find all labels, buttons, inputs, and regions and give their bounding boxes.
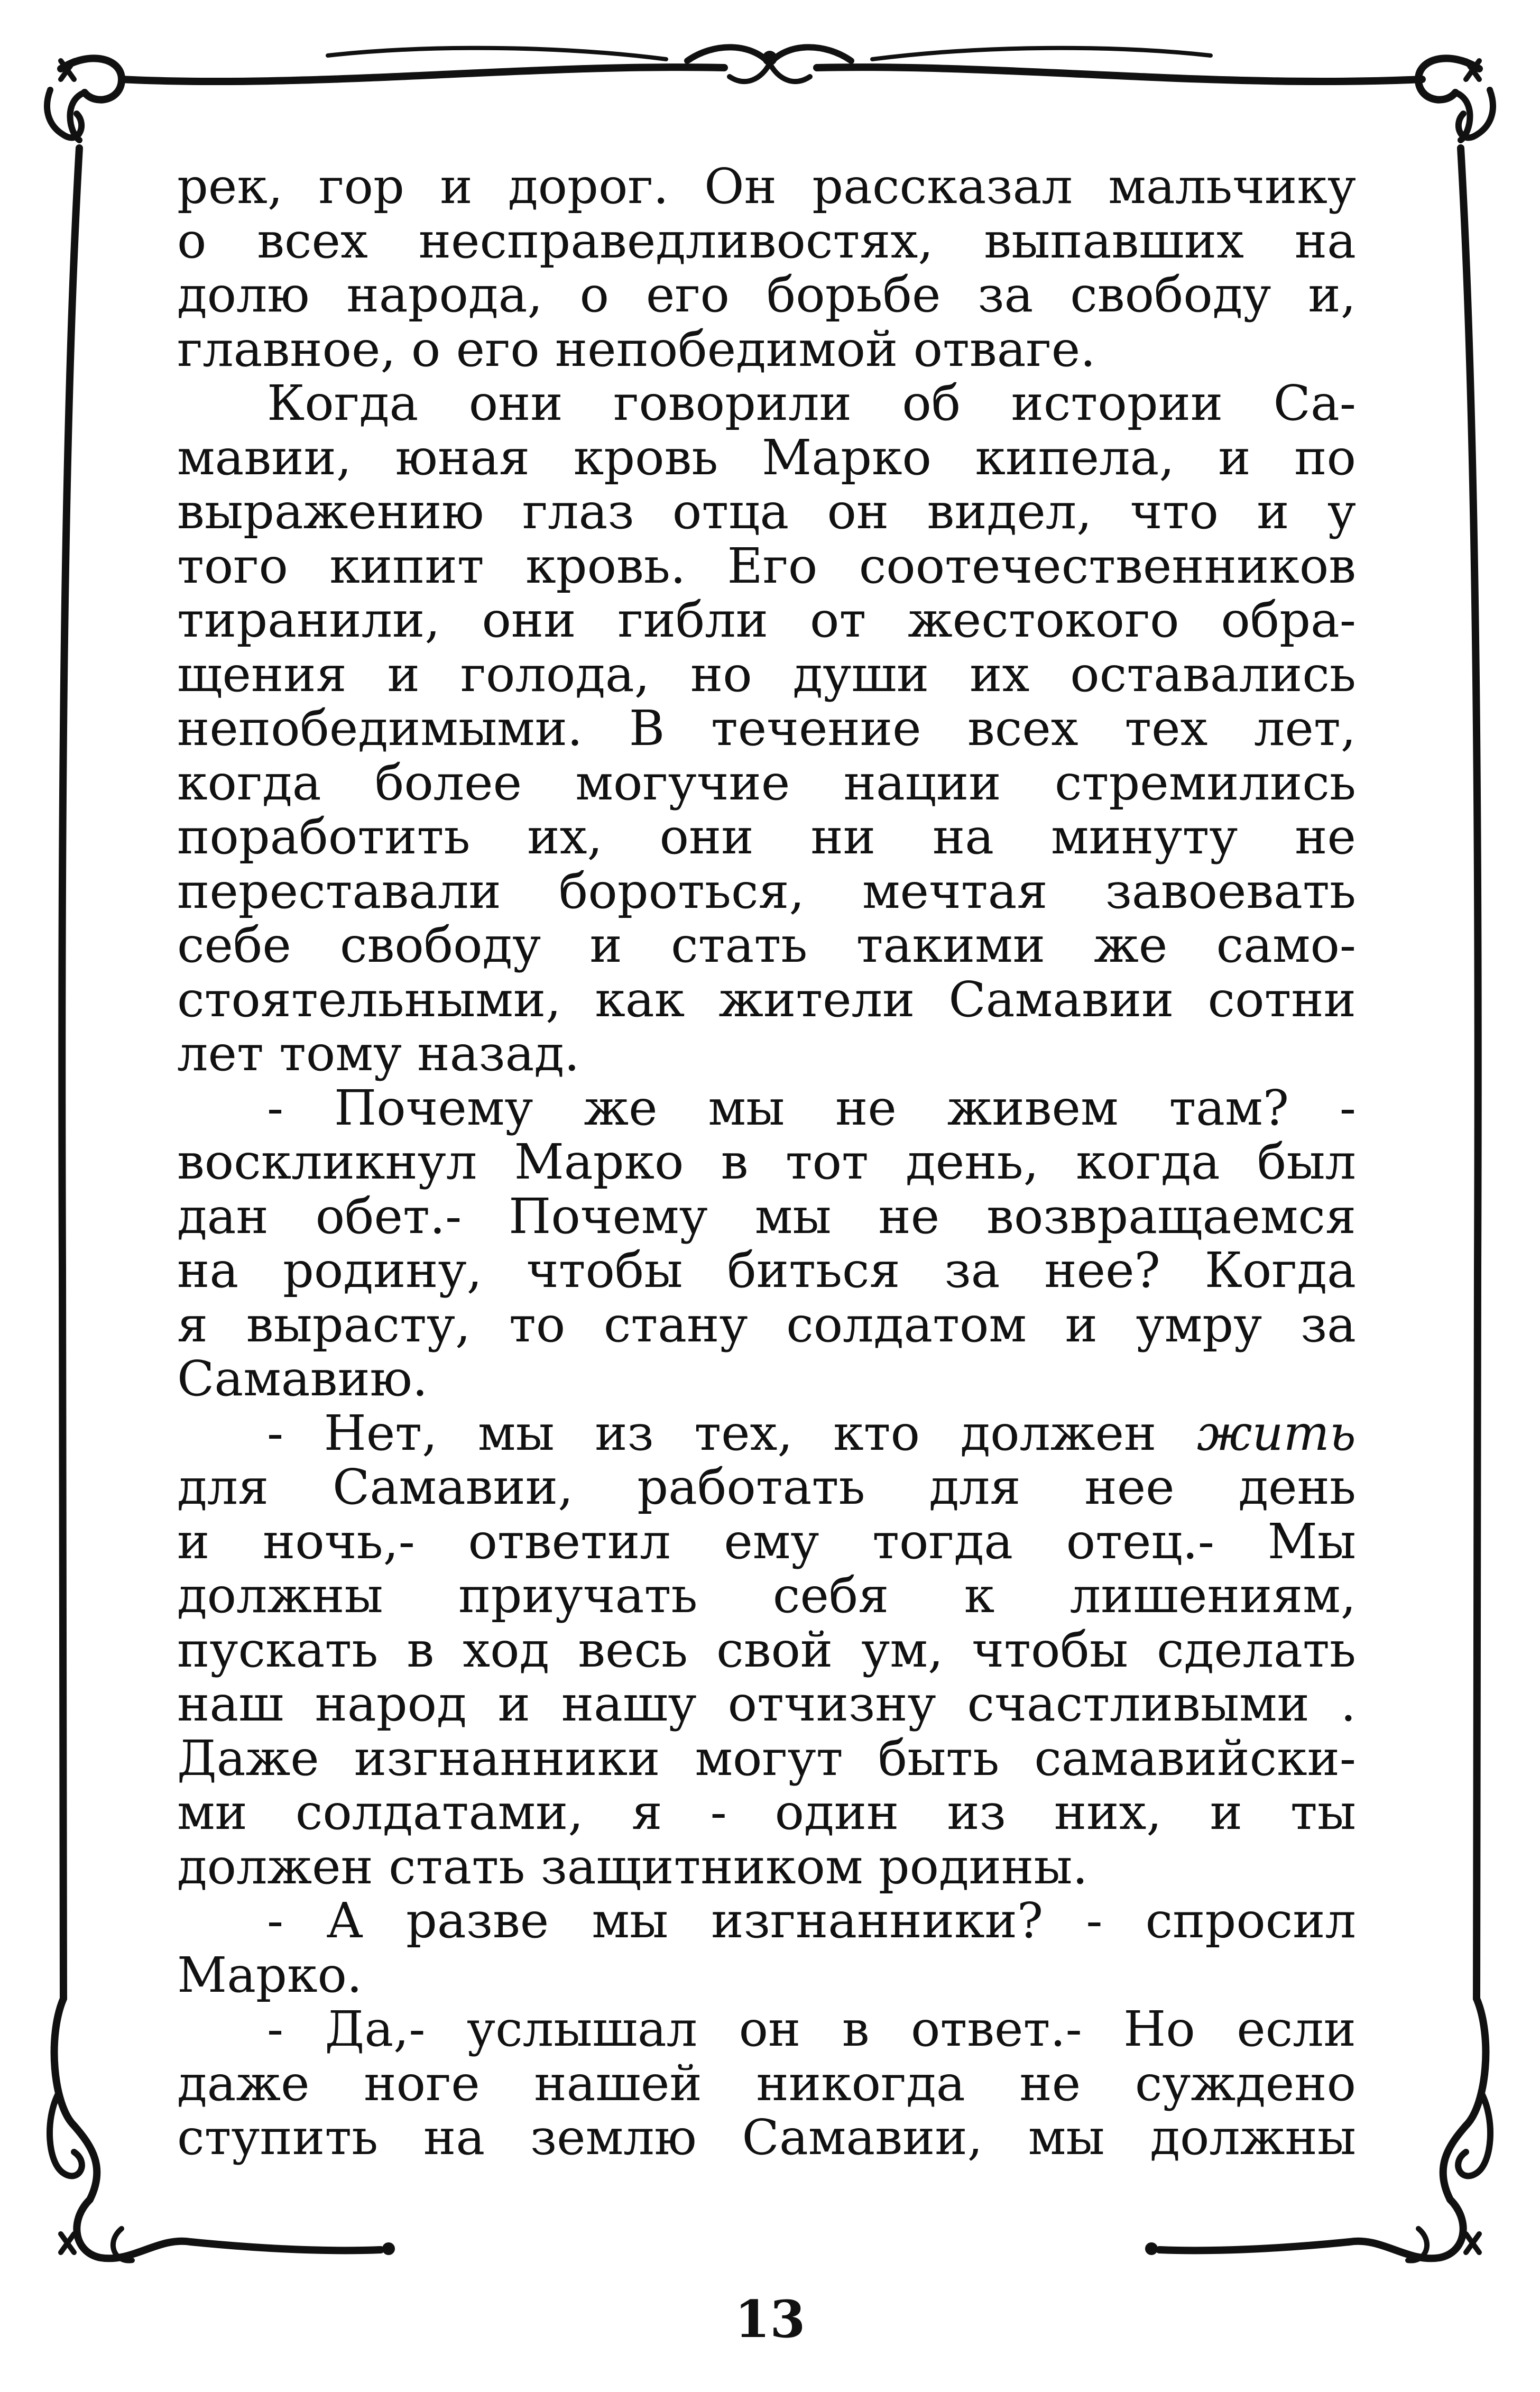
text-line bbox=[177, 810, 1356, 864]
text-line bbox=[177, 2111, 1356, 2165]
text-line-content: долю народа, о его борьбе за свободу и, bbox=[177, 266, 1356, 323]
text-line-content: переставали бороться, мечтая завоевать bbox=[177, 862, 1356, 919]
text-line bbox=[177, 1677, 1356, 1732]
text-line-content: для Самавии, работать для нее день bbox=[177, 1459, 1356, 1515]
text-line-content: Когда они говорили об истории Са- bbox=[267, 375, 1356, 431]
text-line-content: Марко. bbox=[177, 1946, 363, 2003]
text-line-content: должен стать защитником родины. bbox=[177, 1838, 1088, 1895]
text-line bbox=[177, 1515, 1356, 1569]
text-line-content: - Нет, мы из тех, кто должен bbox=[267, 1404, 1197, 1461]
top-right-corner-ornament bbox=[1418, 58, 1493, 140]
text-line-content: воскликнул Марко в тот день, когда был bbox=[177, 1134, 1356, 1190]
text-line-content: выражению глаз отца он видел, что и у bbox=[177, 483, 1356, 540]
text-line bbox=[177, 702, 1356, 756]
text-line bbox=[177, 320, 1356, 378]
top-left-corner-ornament bbox=[47, 58, 122, 140]
top-border-line bbox=[122, 67, 724, 81]
italic-word: жить bbox=[1196, 1404, 1356, 1461]
text-line-content: мавии, юная кровь Марко кипела, и по bbox=[177, 429, 1356, 486]
body-text bbox=[177, 160, 1356, 2165]
text-line bbox=[177, 1623, 1356, 1678]
text-line bbox=[177, 864, 1356, 919]
text-line bbox=[177, 1569, 1356, 1623]
text-line-content: - Почему же мы не живем там? - bbox=[267, 1079, 1356, 1136]
text-line-content: Самавию. bbox=[177, 1350, 428, 1407]
text-line-content: когда более могучие нации стремились bbox=[177, 754, 1356, 811]
text-line-content: даже ноге нашей никогда не суждено bbox=[177, 2055, 1356, 2112]
text-line-content: ступить на землю Самавии, мы должны bbox=[177, 2109, 1356, 2166]
text-line bbox=[177, 1406, 1356, 1461]
text-line bbox=[177, 1190, 1356, 1244]
text-line bbox=[177, 1298, 1356, 1353]
text-line bbox=[177, 2002, 1356, 2057]
text-line bbox=[177, 214, 1356, 269]
text-line-content: дан обет.- Почему мы не возвращаемся bbox=[177, 1188, 1356, 1245]
page-number: 13 bbox=[734, 2289, 806, 2349]
text-line-content: лет тому назад. bbox=[177, 1025, 580, 1082]
text-line-content: должны приучать себя к лишениям, bbox=[177, 1567, 1356, 1624]
text-line-content: на родину, чтобы биться за нее? Когда bbox=[177, 1242, 1356, 1299]
text-line-content: - А разве мы изгнанники? - спросил bbox=[267, 1892, 1356, 1949]
text-line bbox=[177, 1840, 1356, 1894]
text-line-content: я вырасту, то стану солдатом и умру за bbox=[177, 1296, 1356, 1353]
text-line bbox=[177, 1460, 1356, 1515]
text-line-content: о всех несправедливостях, выпавших на bbox=[177, 212, 1356, 269]
text-line-content: стоятельными, как жители Самавии сотни bbox=[177, 971, 1356, 1028]
text-line bbox=[177, 1135, 1356, 1190]
text-line bbox=[177, 485, 1356, 539]
text-line bbox=[177, 1081, 1356, 1136]
text-line bbox=[177, 1786, 1356, 1840]
text-line bbox=[177, 1948, 1356, 2003]
text-line bbox=[177, 1729, 1356, 1787]
text-line bbox=[177, 756, 1356, 811]
text-line bbox=[177, 1894, 1356, 1948]
text-line bbox=[177, 1244, 1356, 1298]
text-line-content: себе свободу и стать такими же само- bbox=[177, 917, 1356, 973]
text-line-content: тиранили, они гибли от жестокого обра- bbox=[177, 592, 1356, 648]
text-line-content: поработить их, они ни на минуту не bbox=[177, 808, 1356, 865]
text-line bbox=[177, 431, 1356, 485]
text-line-content: ми солдатами, я - один из них, и ты bbox=[177, 1784, 1356, 1841]
text-line bbox=[177, 973, 1356, 1027]
text-line-content: Даже изгнанники могут быть самавийски- bbox=[177, 1729, 1356, 1787]
text-line-content: щения и голода, но души их оставались bbox=[177, 646, 1356, 703]
text-line-content: пускать в ход весь свой ум, чтобы сделать bbox=[177, 1621, 1356, 1678]
text-line bbox=[177, 2057, 1356, 2111]
text-line bbox=[177, 160, 1356, 214]
text-line bbox=[177, 376, 1356, 431]
text-line-content: рек, гор и дорог. Он рассказал мальчику bbox=[177, 158, 1356, 215]
text-line bbox=[177, 648, 1356, 702]
text-line bbox=[177, 918, 1356, 973]
text-line bbox=[177, 1352, 1356, 1406]
text-line bbox=[177, 593, 1356, 648]
left-border-line bbox=[62, 148, 79, 1999]
text-line-content: наш народ и нашу отчизну счастливыми . bbox=[177, 1676, 1356, 1732]
text-line-content: непобедимыми. В течение всех тех лет, bbox=[177, 700, 1356, 757]
text-line-content: главное, о его непобедимой отваге. bbox=[177, 320, 1096, 378]
text-line-content: - Да,- услышал он в ответ.- Но если bbox=[267, 2001, 1356, 2057]
text-line-content: того кипит кровь. Его соотечественников bbox=[177, 537, 1356, 594]
text-line-content: и ночь,- ответил ему тогда отец.- Мы bbox=[177, 1513, 1356, 1570]
text-line bbox=[177, 539, 1356, 594]
text-line bbox=[177, 1027, 1356, 1081]
text-line bbox=[177, 268, 1356, 323]
top-border-line-right bbox=[817, 67, 1422, 81]
right-border-line bbox=[1461, 148, 1478, 1999]
